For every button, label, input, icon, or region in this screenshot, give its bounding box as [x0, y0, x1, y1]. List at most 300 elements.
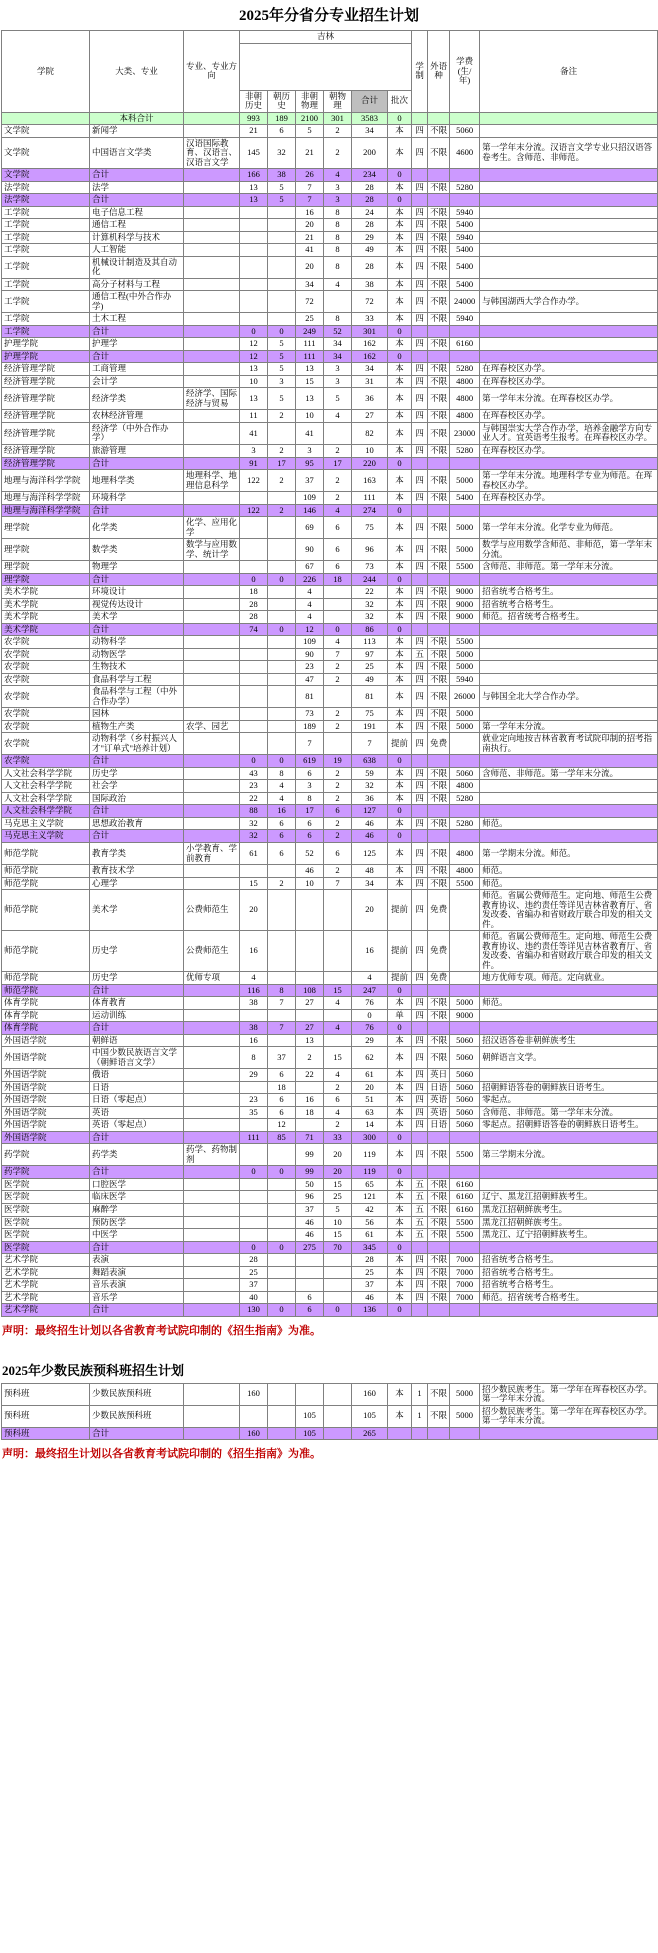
row-note: 黑龙江招朝鲜族考生。 — [480, 1216, 658, 1229]
row-n3: 27 — [296, 1022, 324, 1035]
row-n3: 16 — [296, 206, 324, 219]
row-batch: 本 — [388, 125, 412, 138]
row-years: 四 — [412, 470, 428, 492]
row-lang: 不限 — [428, 598, 450, 611]
row-batch: 本 — [388, 767, 412, 780]
row-n4: 4 — [324, 997, 352, 1010]
row-fee: 6160 — [450, 1203, 480, 1216]
row-n1: 23 — [240, 1094, 268, 1107]
row-n2: 3 — [268, 375, 296, 388]
row-note: 师范。 — [480, 877, 658, 890]
row-college: 人文社会科学学院 — [2, 792, 90, 805]
row-lang: 日语 — [428, 1119, 450, 1132]
row-n1: 11 — [240, 410, 268, 423]
row-n4: 2 — [324, 444, 352, 457]
row-total: 22 — [352, 586, 388, 599]
row-college: 医学院 — [2, 1178, 90, 1191]
row-years: 四 — [412, 843, 428, 865]
row-n2: 37 — [268, 1047, 296, 1069]
row-direction: 地理科学、地理信息科学 — [184, 470, 240, 492]
header-n1: 非朝历史 — [240, 90, 268, 112]
row-major: 土木工程 — [90, 313, 184, 326]
row-college: 医学院 — [2, 1203, 90, 1216]
row-note: 师范。 — [480, 997, 658, 1010]
row-n4: 2 — [324, 673, 352, 686]
row-n3: 6 — [296, 830, 324, 843]
row-batch: 本 — [388, 231, 412, 244]
header-college: 学院 — [2, 31, 90, 113]
row-lang — [428, 755, 450, 768]
row-total: 28 — [352, 194, 388, 207]
row-n4: 25 — [324, 1191, 352, 1204]
row-n1: 3 — [240, 444, 268, 457]
row-lang: 英语 — [428, 1094, 450, 1107]
table-row — [2, 997, 658, 1010]
table-row — [2, 673, 658, 686]
row-n1: 38 — [240, 1022, 268, 1035]
row-major: 中医学 — [90, 1229, 184, 1242]
row-major: 中国语言文学类 — [90, 137, 184, 169]
row-batch: 本 — [388, 363, 412, 376]
row-years — [412, 1166, 428, 1179]
row-total: 191 — [352, 720, 388, 733]
row-batch: 本 — [388, 636, 412, 649]
row-batch: 本 — [388, 1047, 412, 1069]
row-major: 合计 — [90, 194, 184, 207]
row-lang — [428, 1304, 450, 1317]
row-n3: 7 — [296, 194, 324, 207]
row-n1 — [240, 517, 268, 539]
prep-row-n1: 160 — [240, 1427, 268, 1440]
row-n1: 145 — [240, 137, 268, 169]
row-n2 — [268, 278, 296, 291]
row-batch: 本 — [388, 1119, 412, 1132]
row-lang: 不限 — [428, 470, 450, 492]
row-n2 — [268, 733, 296, 755]
row-n3 — [296, 1081, 324, 1094]
row-major: 合计 — [90, 325, 184, 338]
row-lang: 不限 — [428, 780, 450, 793]
row-major: 合计 — [90, 1022, 184, 1035]
row-college: 人文社会科学学院 — [2, 767, 90, 780]
row-n3: 6 — [296, 1304, 324, 1317]
row-n1: 0 — [240, 325, 268, 338]
row-major: 心理学 — [90, 877, 184, 890]
row-batch: 本 — [388, 1291, 412, 1304]
row-fee: 5500 — [450, 877, 480, 890]
row-total: 16 — [352, 931, 388, 972]
row-years: 四 — [412, 1047, 428, 1069]
row-years: 四 — [412, 817, 428, 830]
row-n1: 37 — [240, 1279, 268, 1292]
row-batch: 本 — [388, 843, 412, 865]
row-note: 辽宁、黑龙江招朝鲜族考生。 — [480, 1191, 658, 1204]
row-lang: 不限 — [428, 313, 450, 326]
row-college: 法学院 — [2, 194, 90, 207]
row-lang: 不限 — [428, 673, 450, 686]
row-total: 49 — [352, 673, 388, 686]
row-batch: 本 — [388, 444, 412, 457]
row-n4: 6 — [324, 561, 352, 574]
row-total: 56 — [352, 1216, 388, 1229]
table-row — [2, 1291, 658, 1304]
row-college: 外国语学院 — [2, 1069, 90, 1082]
row-years — [412, 623, 428, 636]
row-major: 临床医学 — [90, 1191, 184, 1204]
row-n3 — [296, 1009, 324, 1022]
row-college: 外国语学院 — [2, 1081, 90, 1094]
row-batch: 本 — [388, 278, 412, 291]
row-direction — [184, 1203, 240, 1216]
prep-row-batch: 本 — [388, 1405, 412, 1427]
row-n3: 189 — [296, 720, 324, 733]
row-n4 — [324, 1291, 352, 1304]
row-college: 美术学院 — [2, 598, 90, 611]
row-n1: 32 — [240, 830, 268, 843]
row-college: 工学院 — [2, 206, 90, 219]
row-direction — [184, 457, 240, 470]
row-major: 环境科学 — [90, 492, 184, 505]
row-direction — [184, 780, 240, 793]
row-college: 艺术学院 — [2, 1291, 90, 1304]
row-years — [412, 573, 428, 586]
subtotal-row — [2, 169, 658, 182]
row-years: 四 — [412, 539, 428, 561]
row-direction — [184, 125, 240, 138]
row-major: 机械设计制造及其自动化 — [90, 256, 184, 278]
row-lang: 不限 — [428, 492, 450, 505]
row-n3: 52 — [296, 843, 324, 865]
row-n4: 4 — [324, 504, 352, 517]
row-years: 四 — [412, 661, 428, 674]
row-n4: 4 — [324, 1069, 352, 1082]
row-n4: 6 — [324, 805, 352, 818]
row-direction — [184, 375, 240, 388]
row-college: 体育学院 — [2, 1022, 90, 1035]
row-n3: 99 — [296, 1144, 324, 1166]
row-direction — [184, 755, 240, 768]
row-years: 五 — [412, 1203, 428, 1216]
row-college: 美术学院 — [2, 623, 90, 636]
row-n4: 4 — [324, 278, 352, 291]
row-n3: 71 — [296, 1131, 324, 1144]
row-batch: 本 — [388, 1266, 412, 1279]
row-lang: 不限 — [428, 792, 450, 805]
row-total: 7 — [352, 733, 388, 755]
row-lang: 不限 — [428, 636, 450, 649]
row-n1 — [240, 1191, 268, 1204]
row-note: 在珲春校区办学。 — [480, 492, 658, 505]
row-note — [480, 1069, 658, 1082]
row-n4: 2 — [324, 830, 352, 843]
row-direction — [184, 1034, 240, 1047]
prep-row-years: 1 — [412, 1405, 428, 1427]
row-years: 四 — [412, 125, 428, 138]
row-n1: 16 — [240, 1034, 268, 1047]
row-n4: 70 — [324, 1241, 352, 1254]
prep-row-direction — [184, 1405, 240, 1427]
row-n1: 8 — [240, 1047, 268, 1069]
row-note — [480, 1009, 658, 1022]
row-total: 247 — [352, 984, 388, 997]
row-n1: 38 — [240, 997, 268, 1010]
row-college: 师范学院 — [2, 843, 90, 865]
grand-total-years — [412, 112, 428, 125]
row-n3: 47 — [296, 673, 324, 686]
header-total: 合计 — [352, 90, 388, 112]
row-note: 师范。招省统考合格考生。 — [480, 1291, 658, 1304]
row-n4: 5 — [324, 1203, 352, 1216]
row-fee — [450, 573, 480, 586]
row-note: 招省统考合格考生。 — [480, 1254, 658, 1267]
row-college: 农学院 — [2, 673, 90, 686]
prep-row-note: 招少数民族考生。第一学年在珲春校区办学。第一学年末分流。 — [480, 1405, 658, 1427]
row-major: 合计 — [90, 1166, 184, 1179]
table-row — [2, 256, 658, 278]
row-total: 32 — [352, 611, 388, 624]
row-fee: 5940 — [450, 313, 480, 326]
row-n2: 12 — [268, 1119, 296, 1132]
row-total: 119 — [352, 1144, 388, 1166]
row-college: 工学院 — [2, 278, 90, 291]
row-fee — [450, 733, 480, 755]
row-batch: 本 — [388, 256, 412, 278]
table-row — [2, 661, 658, 674]
header-major: 大类、专业 — [90, 31, 184, 113]
row-fee: 26000 — [450, 686, 480, 708]
row-n2: 5 — [268, 350, 296, 363]
row-fee — [450, 972, 480, 985]
prep-row-n4 — [324, 1405, 352, 1427]
row-total: 4 — [352, 972, 388, 985]
row-college: 体育学院 — [2, 1009, 90, 1022]
row-n2 — [268, 1191, 296, 1204]
row-n1: 0 — [240, 1241, 268, 1254]
table-row — [2, 686, 658, 708]
row-n4 — [324, 586, 352, 599]
row-n2 — [268, 686, 296, 708]
row-n2: 2 — [268, 444, 296, 457]
row-lang: 不限 — [428, 686, 450, 708]
table-body — [2, 112, 658, 1316]
row-batch: 本 — [388, 1279, 412, 1292]
row-n4: 2 — [324, 470, 352, 492]
row-direction — [184, 767, 240, 780]
row-fee — [450, 194, 480, 207]
row-n3: 17 — [296, 805, 324, 818]
row-n4: 8 — [324, 219, 352, 232]
row-direction — [184, 661, 240, 674]
row-direction — [184, 817, 240, 830]
row-note — [480, 504, 658, 517]
grand-total-n2: 189 — [268, 112, 296, 125]
row-major: 口腔医学 — [90, 1178, 184, 1191]
row-direction — [184, 611, 240, 624]
table-row — [2, 561, 658, 574]
row-major: 药学类 — [90, 1144, 184, 1166]
row-fee: 24000 — [450, 291, 480, 313]
row-college: 师范学院 — [2, 984, 90, 997]
row-direction — [184, 313, 240, 326]
row-n1: 15 — [240, 877, 268, 890]
row-direction — [184, 673, 240, 686]
row-batch: 0 — [388, 350, 412, 363]
row-batch: 本 — [388, 539, 412, 561]
row-college: 工学院 — [2, 325, 90, 338]
row-n3: 108 — [296, 984, 324, 997]
row-n1 — [240, 231, 268, 244]
row-years: 四 — [412, 388, 428, 410]
prep-row-major: 少数民族预科班 — [90, 1383, 184, 1405]
row-total: 73 — [352, 561, 388, 574]
row-note — [480, 805, 658, 818]
row-years: 四 — [412, 1254, 428, 1267]
row-n4: 7 — [324, 648, 352, 661]
row-total: 28 — [352, 181, 388, 194]
row-batch: 0 — [388, 1304, 412, 1317]
row-note — [480, 673, 658, 686]
row-major: 社会学 — [90, 780, 184, 793]
row-note — [480, 792, 658, 805]
header-years: 学制 — [412, 31, 428, 113]
row-fee: 5000 — [450, 539, 480, 561]
row-n3: 34 — [296, 278, 324, 291]
table-row — [2, 1203, 658, 1216]
row-direction — [184, 1094, 240, 1107]
row-fee: 6160 — [450, 1191, 480, 1204]
row-years: 四 — [412, 708, 428, 721]
table-row — [2, 1047, 658, 1069]
row-lang: 不限 — [428, 817, 450, 830]
subtotal-row — [2, 325, 658, 338]
row-batch: 本 — [388, 1203, 412, 1216]
row-direction: 数学与应用数学、统计学 — [184, 539, 240, 561]
row-major: 运动训练 — [90, 1009, 184, 1022]
row-n1: 0 — [240, 1166, 268, 1179]
row-n3: 226 — [296, 573, 324, 586]
row-n4 — [324, 890, 352, 931]
row-major: 合计 — [90, 755, 184, 768]
row-note: 招省统考合格考生。 — [480, 1266, 658, 1279]
row-note: 第一学年末分流。化学专业为师范。 — [480, 517, 658, 539]
row-direction: 农学、园艺 — [184, 720, 240, 733]
row-major: 美术学 — [90, 611, 184, 624]
row-n1 — [240, 291, 268, 313]
row-n4: 8 — [324, 244, 352, 257]
row-n4: 4 — [324, 1106, 352, 1119]
row-n2 — [268, 890, 296, 931]
row-lang: 英日 — [428, 1069, 450, 1082]
header-n3: 非朝物理 — [296, 90, 324, 112]
row-fee: 5000 — [450, 997, 480, 1010]
row-years: 四 — [412, 890, 428, 931]
row-note — [480, 457, 658, 470]
row-n1: 10 — [240, 375, 268, 388]
row-lang: 不限 — [428, 256, 450, 278]
row-n4: 2 — [324, 137, 352, 169]
row-batch: 本 — [388, 673, 412, 686]
prep-row-major: 少数民族预科班 — [90, 1405, 184, 1427]
row-years: 四 — [412, 997, 428, 1010]
table-row — [2, 375, 658, 388]
row-total: 136 — [352, 1304, 388, 1317]
row-n1 — [240, 1203, 268, 1216]
row-college: 经济管理学院 — [2, 388, 90, 410]
row-n1 — [240, 1144, 268, 1166]
row-total: 29 — [352, 1034, 388, 1047]
row-lang: 不限 — [428, 611, 450, 624]
row-n2: 0 — [268, 623, 296, 636]
row-n1 — [240, 673, 268, 686]
row-major: 朝鲜语 — [90, 1034, 184, 1047]
subtotal-row — [2, 1166, 658, 1179]
table-row — [2, 1191, 658, 1204]
row-n1: 16 — [240, 931, 268, 972]
prep-row-n3: 105 — [296, 1405, 324, 1427]
row-n4: 2 — [324, 492, 352, 505]
row-n1 — [240, 708, 268, 721]
row-n3: 41 — [296, 422, 324, 444]
grand-total-direction — [184, 112, 240, 125]
row-batch: 本 — [388, 708, 412, 721]
row-fee: 5060 — [450, 1119, 480, 1132]
row-direction — [184, 1241, 240, 1254]
row-total: 24 — [352, 206, 388, 219]
row-college: 体育学院 — [2, 997, 90, 1010]
row-n2: 6 — [268, 817, 296, 830]
row-note: 与韩国崇实大学合作办学，培养金融学方向专业人才。宜英语考生报考。在珲春校区办学。 — [480, 422, 658, 444]
row-lang: 日语 — [428, 1081, 450, 1094]
row-direction — [184, 865, 240, 878]
row-n1: 166 — [240, 169, 268, 182]
row-years: 五 — [412, 1229, 428, 1242]
row-note: 含师范、非师范。第一学年末分流。 — [480, 1106, 658, 1119]
row-major: 植物生产类 — [90, 720, 184, 733]
row-n3: 46 — [296, 865, 324, 878]
row-n2 — [268, 422, 296, 444]
grand-total-row — [2, 112, 658, 125]
prep-subtotal-row — [2, 1427, 658, 1440]
row-batch: 本 — [388, 661, 412, 674]
row-college: 农学院 — [2, 733, 90, 755]
row-lang — [428, 623, 450, 636]
table-row — [2, 1081, 658, 1094]
prep-row-major: 合计 — [90, 1427, 184, 1440]
row-n1: 0 — [240, 755, 268, 768]
row-batch: 0 — [388, 457, 412, 470]
row-major: 护理学 — [90, 338, 184, 351]
row-college: 马克思主义学院 — [2, 817, 90, 830]
row-note — [480, 648, 658, 661]
prep-table-row — [2, 1383, 658, 1405]
row-n1: 12 — [240, 350, 268, 363]
grand-total-college — [2, 112, 90, 125]
row-n3: 99 — [296, 1166, 324, 1179]
row-note: 招省统考合格考生。 — [480, 586, 658, 599]
row-total: 234 — [352, 169, 388, 182]
row-n3: 18 — [296, 1106, 324, 1119]
table-row — [2, 137, 658, 169]
row-n4: 7 — [324, 877, 352, 890]
row-total: 86 — [352, 623, 388, 636]
row-n2: 16 — [268, 805, 296, 818]
row-note: 第一学年末分流。 — [480, 720, 658, 733]
row-direction: 小学教育、学前教育 — [184, 843, 240, 865]
row-major: 英语 — [90, 1106, 184, 1119]
row-lang: 不限 — [428, 517, 450, 539]
row-n2 — [268, 1216, 296, 1229]
row-major: 合计 — [90, 1241, 184, 1254]
